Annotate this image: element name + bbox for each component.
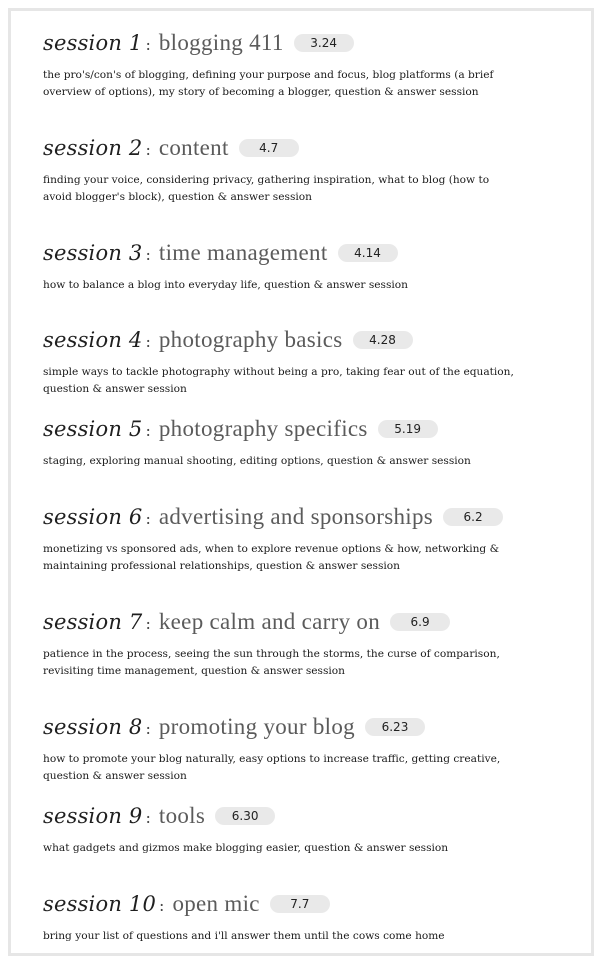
session-description: what gadgets and gizmos make blogging easier, question & answer session — [43, 842, 449, 854]
session-4 — [43, 327, 563, 398]
session-9 — [43, 803, 563, 857]
session-description: the pro's/con's of blogging, defining your purpose and focus, blog platforms (a brief overview of options), my story of becoming a blogger, question & answer session — [43, 69, 494, 98]
colon: : — [145, 808, 151, 827]
session-label: session 6 — [43, 505, 143, 529]
session-title: tools — [158, 803, 206, 828]
colon: : — [145, 509, 151, 528]
session-title: promoting your blog — [158, 714, 355, 739]
session-10 — [43, 891, 563, 945]
session-title: photography specifics — [158, 416, 368, 441]
date-badge: 4.28 — [353, 331, 413, 349]
session-label: session 4 — [43, 328, 143, 352]
session-label: session 8 — [43, 715, 143, 739]
date-badge: 7.7 — [270, 895, 330, 913]
session-7 — [43, 609, 563, 680]
session-8 — [43, 714, 563, 785]
session-title: time management — [158, 240, 328, 265]
session-title: advertising and sponsorships — [158, 504, 434, 529]
session-description: patience in the process, seeing the sun through the storms, the curse of comparison, revisiting time management, question & answer session — [43, 648, 500, 677]
session-1 — [43, 30, 563, 101]
session-label: session 9 — [43, 804, 143, 828]
session-title: blogging 411 — [158, 30, 284, 55]
session-description: how to promote your blog naturally, easy options to increase traffic, getting creative, question & answer session — [43, 753, 501, 782]
session-title: open mic — [172, 891, 260, 916]
session-label: session 7 — [43, 610, 143, 634]
session-label: session 3 — [43, 241, 143, 265]
session-3 — [43, 240, 563, 294]
date-badge: 3.24 — [294, 34, 354, 52]
date-badge: 6.9 — [390, 613, 450, 631]
session-description: how to balance a blog into everyday life, question & answer session — [43, 279, 408, 291]
colon: : — [145, 140, 151, 159]
session-title: photography basics — [158, 327, 343, 352]
session-5 — [43, 416, 563, 470]
colon: : — [145, 719, 151, 738]
session-description: bring your list of questions and i'll answer them until the cows come home — [43, 930, 445, 942]
session-label: session 2 — [43, 136, 143, 160]
session-6 — [43, 504, 563, 575]
colon: : — [145, 35, 151, 54]
session-label: session 5 — [43, 417, 143, 441]
date-badge: 6.2 — [443, 508, 503, 526]
colon: : — [145, 245, 151, 264]
session-description: finding your voice, considering privacy, gathering inspiration, what to blog (how to avoid blogger's block), question & answer session — [43, 174, 490, 203]
session-description: simple ways to tackle photography without being a pro, taking fear out of the equation, question & answer session — [43, 366, 514, 395]
session-description: staging, exploring manual shooting, editing options, question & answer session — [43, 455, 471, 467]
date-badge: 6.23 — [365, 718, 425, 736]
date-badge: 5.19 — [378, 420, 438, 438]
colon: : — [159, 896, 165, 915]
date-badge: 4.14 — [338, 244, 398, 262]
session-label: session 1 — [43, 31, 143, 55]
session-title: keep calm and carry on — [158, 609, 381, 634]
session-title: content — [158, 135, 229, 160]
date-badge: 6.30 — [215, 807, 275, 825]
colon: : — [145, 332, 151, 351]
colon: : — [145, 614, 151, 633]
session-label: session 10 — [43, 892, 157, 916]
date-badge: 4.7 — [239, 139, 299, 157]
colon: : — [145, 421, 151, 440]
session-2 — [43, 135, 563, 206]
session-description: monetizing vs sponsored ads, when to explore revenue options & how, networking & maintaining professional relationships, question & answer session — [43, 543, 500, 572]
